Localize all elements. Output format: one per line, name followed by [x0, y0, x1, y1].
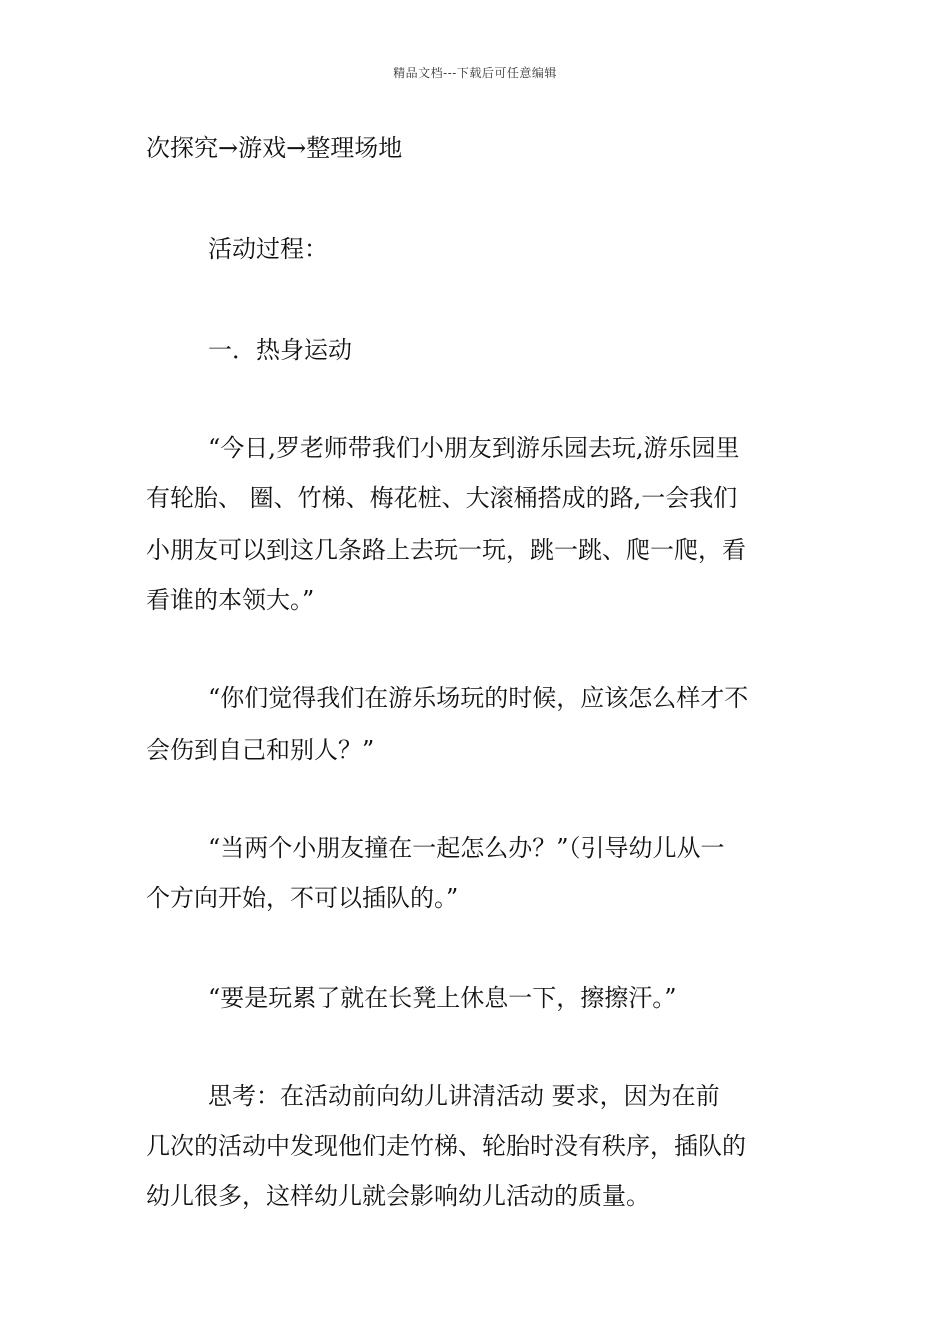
text-line: “要是玩累了就在长凳上休息一下，擦擦汗。” [208, 984, 677, 1012]
text-line: 会伤到自己和别人？” [146, 736, 375, 764]
text-line: 几次的活动中发现他们走竹梯、轮胎时没有秩序，插队的 [146, 1132, 746, 1160]
text-line: 思考：在活动前向幼儿讲清活动 要求，因为在前 [208, 1082, 720, 1110]
text-line: 次探究→游戏→整理场地 [146, 134, 403, 162]
text-line: “今日,罗老师带我们小朋友到游乐园去玩,游乐园里 [208, 434, 740, 462]
text-line: “你们觉得我们在游乐场玩的时候，应该怎么样才不 [208, 684, 749, 712]
page-header: 精品文档---下载后可任意编辑 [393, 66, 557, 80]
subsection-heading: 一．热身运动 [208, 336, 352, 364]
text-line: 个方向开始，不可以插队的。” [146, 884, 459, 912]
text-line: 看谁的本领大。” [146, 586, 315, 614]
text-line: 幼儿很多，这样幼儿就会影响幼儿活动的质量。 [146, 1182, 650, 1210]
text-line: 有轮胎、 圈、竹梯、梅花桩、大滚桶搭成的路,一会我们 [146, 484, 738, 512]
section-heading: 活动过程： [208, 235, 328, 263]
text-line: “当两个小朋友撞在一起怎么办？”（引导幼儿从一 [208, 834, 725, 862]
text-line: 小朋友可以到这几条路上去玩一玩，跳一跳、爬一爬，看 [146, 536, 746, 564]
